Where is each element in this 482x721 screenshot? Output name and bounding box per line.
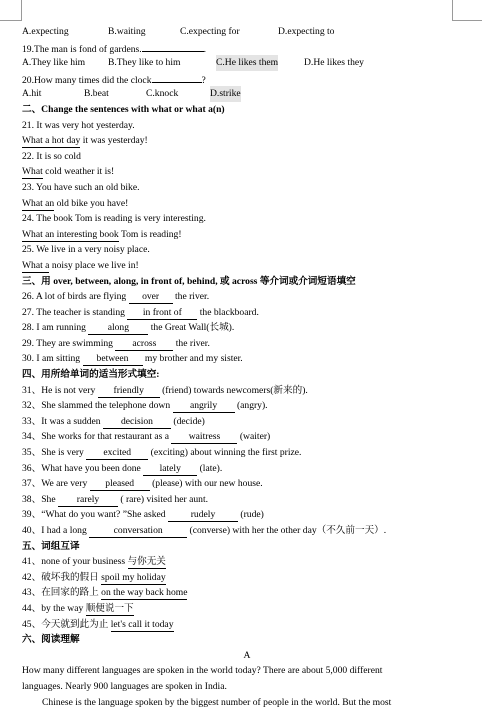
q42-answer: spoil my holiday: [101, 571, 166, 583]
passage-label: A: [243, 649, 251, 661]
q18-option-b: B.waiting: [108, 26, 146, 37]
q29: 29. They are swimming across the river.: [22, 337, 210, 349]
q31: 31、He is not very friendly (friend) towards newcomers(新来的).: [22, 384, 308, 396]
q22-question: 22. It is so cold: [22, 150, 81, 162]
section4-heading: 四、用所给单词的适当形式填空:: [22, 369, 160, 381]
q34-answer: waitress: [171, 431, 237, 444]
q21-question: 21. It was very hot yesterday.: [22, 119, 135, 131]
section2-heading: 二、Change the sentences with what or what a(n): [22, 103, 225, 115]
q20-option-b: B.beat: [84, 88, 109, 100]
q36-answer: lately: [143, 463, 197, 476]
q30: 30. I am sitting between my brother and my sister.: [22, 353, 243, 365]
q19-blank: [142, 40, 204, 52]
q24-answer: What an interesting book Tom is reading!: [22, 228, 182, 240]
q19-options: [22, 55, 472, 71]
q19-option-c: C.He likes them: [216, 55, 278, 71]
q33-answer: decision: [103, 416, 171, 429]
passage-line-1: How many different languages are spoken in the world today? There are about 5,000 different: [22, 665, 383, 677]
q39-answer: rudely: [168, 509, 238, 522]
crop-mark-top-left-v: [21, 0, 22, 21]
q24-question: 24. The book Tom is reading is very interesting.: [22, 213, 206, 225]
crop-mark-top-right-v: [452, 0, 453, 21]
worksheet-page: [22, 24, 472, 710]
q20-options: [22, 86, 472, 102]
q19-option-a: A.They like him: [22, 57, 86, 69]
q40: 40、I had a long conversation (converse) with her the other day（不久前一天）.: [22, 525, 387, 536]
q35-answer: excited: [86, 447, 148, 460]
q38-answer: rarely: [58, 494, 118, 507]
q27: 27. The teacher is standing in front of the blackboard.: [22, 306, 259, 318]
q31-answer: friendly: [98, 385, 160, 398]
q18-option-c: C.expecting for: [180, 26, 240, 37]
q44-answer: 顺便说一下: [85, 602, 134, 614]
q23-answer: What an old bike you have!: [22, 197, 129, 209]
q23-question: 23. You have such an old bike.: [22, 181, 140, 193]
q22-answer: What cold weather it is!: [22, 166, 115, 178]
q26: 26. A lot of birds are flying over the river.: [22, 291, 210, 303]
q35: 35、She is very excited (exciting) about winning the first prize.: [22, 447, 302, 459]
q30-answer: between: [83, 353, 143, 366]
passage-line-2: languages. Nearly 900 languages are spoken in India.: [22, 680, 227, 692]
q18-option-d: D.expecting to: [278, 26, 335, 37]
q42: 42、破坏我的假日 spoil my holiday: [22, 571, 166, 583]
section3-heading: 三、用 over, between, along, in front of, behind, 或 across 等介词或介词短语填空: [22, 275, 356, 287]
q18-options: [22, 24, 472, 40]
q20-option-c: C.knock: [146, 88, 179, 100]
q19-stem: 19.The man is fond of gardens. .: [22, 40, 472, 56]
q26-answer: over: [129, 291, 173, 304]
passage-line-3: Chinese is the language spoken by the biggest number of people in the world. But the most: [42, 696, 392, 708]
q45-answer: let's call it today: [110, 618, 174, 630]
q41: 41、none of your business 与你无关: [22, 556, 166, 568]
q37-answer: pleased: [90, 478, 150, 491]
q28: 28. I am running along the Great Wall(长城).: [22, 322, 235, 334]
q32-answer: angrily: [173, 400, 235, 413]
q27-answer: in front of: [127, 307, 197, 320]
q37: 37、We are very pleased (please) with our new house.: [22, 478, 263, 490]
q25-answer: What a noisy place we live in!: [22, 259, 139, 271]
q21-answer: What a hot day it was yesterday!: [22, 135, 148, 147]
q43-answer: on the way back home: [101, 587, 188, 599]
section5-heading: 五、词组互译: [22, 540, 80, 552]
section6-heading: 六、阅读理解: [22, 634, 80, 646]
crop-mark-top-right-h: [452, 20, 482, 21]
q40-answer: conversation: [89, 525, 187, 538]
q18-option-a: A.expecting: [22, 26, 69, 37]
q20-option-d: D.strike: [210, 86, 241, 102]
q25-question: 25. We live in a very noisy place.: [22, 244, 150, 256]
q43: 43、在回家的路上 on the way back home: [22, 587, 188, 599]
q29-answer: across: [115, 338, 173, 351]
q20-option-a: A.hit: [22, 88, 42, 100]
q19-option-b: B.They like to him: [108, 57, 181, 69]
q20-stem: 20.How many times did the clock ?: [22, 71, 472, 87]
q38: 38、She rarely ( rare) visited her aunt.: [22, 493, 209, 505]
q32: 32、She slammed the telephone down angrily (angry).: [22, 400, 268, 412]
q20-blank: [152, 71, 202, 83]
q33: 33、It was a sudden decision (decide): [22, 415, 205, 427]
q36: 36、What have you been done lately (late).: [22, 462, 223, 474]
q41-answer: 与你无关: [127, 556, 166, 568]
q39: 39、“What do you want? ”She asked rudely (rude): [22, 509, 264, 521]
q34: 34、She works for that restaurant as a waitress (waiter): [22, 431, 271, 443]
q45: 45、今天就到此为止 let's call it today: [22, 618, 174, 630]
q44: 44、by the way 顺便说一下: [22, 602, 134, 614]
q28-answer: along: [88, 322, 148, 335]
crop-mark-top-left-h: [0, 20, 22, 21]
q19-option-d: D.He likes they: [304, 57, 364, 69]
